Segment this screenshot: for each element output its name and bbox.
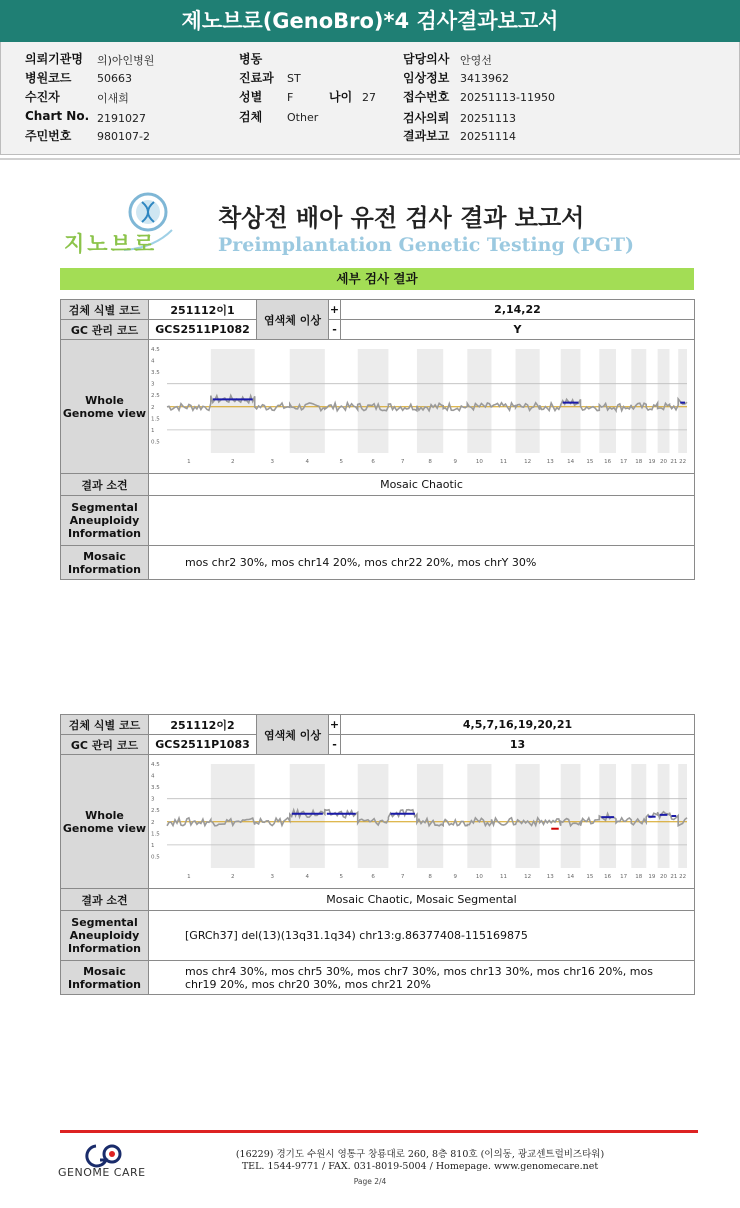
chromosome-band xyxy=(561,764,581,868)
y-tick-label: 3 xyxy=(151,796,155,803)
whole-genome-label: Whole Genome view xyxy=(61,755,149,889)
gain-chromosomes: 4,5,7,16,19,20,21 xyxy=(341,715,695,735)
y-tick-label: 2 xyxy=(151,819,155,826)
x-tick-label-chr18: 18 xyxy=(635,458,643,465)
x-tick-label-chr20: 20 xyxy=(660,458,668,465)
y-tick-label: 1.5 xyxy=(151,830,160,837)
chromosome-band xyxy=(211,764,255,868)
field-label: Chart No. xyxy=(25,109,90,123)
report-title-english: Preimplantation Genetic Testing (PGT) xyxy=(218,234,634,256)
x-tick-label-chr11: 11 xyxy=(500,458,508,465)
chromosome-band xyxy=(290,349,325,453)
x-tick-label-chr6: 6 xyxy=(371,458,375,465)
sample-id-label: 검체 식별 코드 xyxy=(61,300,149,320)
chromosome-band xyxy=(599,349,616,453)
x-tick-label-chr22: 22 xyxy=(679,873,687,880)
chromosome-band xyxy=(358,349,389,453)
chromosome-band xyxy=(417,764,443,868)
chromosome-abnormality-label: 염색체 이상 xyxy=(257,300,329,340)
gc-code-value: GCS2511P1083 xyxy=(149,735,257,755)
x-tick-label-chr1: 1 xyxy=(187,458,191,465)
x-tick-label-chr10: 10 xyxy=(475,458,483,465)
y-tick-label: 3.5 xyxy=(151,784,160,791)
segmental-label: Segmental Aneuploidy Information xyxy=(61,496,149,546)
x-tick-label-chr16: 16 xyxy=(604,458,612,465)
field-label: 결과보고 xyxy=(403,129,450,143)
mosaic-label: Mosaic Information xyxy=(61,961,149,995)
field-value-receipt-no: 20251113-11950 xyxy=(460,91,555,104)
chromosome-band xyxy=(467,764,491,868)
x-tick-label-chr21: 21 xyxy=(670,458,678,465)
mosaic-value: mos chr4 30%, mos chr5 30%, mos chr7 30%, mos chr13 30%, mos chr16 20%, mos chr19 20%, mos chr20 30%, mos chr21 20% xyxy=(149,961,695,995)
segmental-value xyxy=(149,496,695,546)
y-tick-label: 2.5 xyxy=(151,807,160,814)
chromosome-band xyxy=(358,764,389,868)
x-tick-label-chr12: 12 xyxy=(524,458,532,465)
x-tick-label-chr10: 10 xyxy=(475,873,483,880)
patient-field xyxy=(25,50,83,67)
loss-sign: - xyxy=(329,735,341,755)
field-value-doctor: 안영선 xyxy=(460,54,492,67)
result-label: 결과 소견 xyxy=(61,474,149,496)
chromosome-abnormality-label: 염색체 이상 xyxy=(257,715,329,755)
field-label: 검사의뢰 xyxy=(403,111,450,125)
x-tick-label-chr2: 2 xyxy=(231,873,235,880)
field-value-specimen: Other xyxy=(287,111,319,124)
result-value: Mosaic Chaotic xyxy=(149,474,695,496)
divider xyxy=(0,158,740,160)
x-tick-label-chr8: 8 xyxy=(428,873,432,880)
x-tick-label-chr13: 13 xyxy=(546,873,554,880)
x-tick-label-chr15: 15 xyxy=(586,873,594,880)
field-label: 나이 xyxy=(329,90,353,104)
y-tick-label: 1.5 xyxy=(151,415,160,422)
field-label: 의뢰기관명 xyxy=(25,52,83,66)
field-value-resident-no: 980107-2 xyxy=(97,130,150,143)
x-tick-label-chr4: 4 xyxy=(305,873,310,880)
sample-id-value: 251112이1 xyxy=(149,300,257,320)
field-label: 병원코드 xyxy=(25,71,72,85)
field-value-clinical-info: 3413962 xyxy=(460,72,509,85)
x-tick-label-chr17: 17 xyxy=(620,873,628,880)
segmental-value: [GRCh37] del(13)(13q31.1q34) chr13:g.86377408-115169875 xyxy=(149,911,695,961)
result-label: 결과 소견 xyxy=(61,889,149,911)
gc-code-value: GCS2511P1082 xyxy=(149,320,257,340)
x-tick-label-chr9: 9 xyxy=(453,458,458,465)
x-tick-label-chr4: 4 xyxy=(305,458,310,465)
chromosome-band xyxy=(631,349,646,453)
field-label: 성별 xyxy=(239,90,263,104)
y-tick-label: 3.5 xyxy=(151,369,160,376)
chromosome-band xyxy=(658,349,670,453)
x-tick-label-chr9: 9 xyxy=(453,873,458,880)
field-value-report-date: 20251114 xyxy=(460,130,516,143)
y-tick-label: 4.5 xyxy=(151,346,160,353)
y-tick-label: 4 xyxy=(151,773,155,780)
chromosome-band xyxy=(516,764,540,868)
field-label: 병동 xyxy=(239,52,263,66)
chromosome-band xyxy=(467,349,491,453)
field-value-sex: F xyxy=(287,91,294,104)
field-value-request-date: 20251113 xyxy=(460,112,516,125)
page-number: Page 2/4 xyxy=(353,1177,387,1186)
segmental-label: Segmental Aneuploidy Information xyxy=(61,911,149,961)
x-tick-label-chr15: 15 xyxy=(586,458,594,465)
field-label: 접수번호 xyxy=(403,90,450,104)
report-header-title: 제노브로(GenoBro)*4 검사결과보고서 xyxy=(0,0,740,42)
result-value: Mosaic Chaotic, Mosaic Segmental xyxy=(149,889,695,911)
mosaic-label: Mosaic Information xyxy=(61,546,149,580)
y-tick-label: 2 xyxy=(151,404,155,411)
y-tick-label: 3 xyxy=(151,381,155,388)
sample-id-label: 검체 식별 코드 xyxy=(61,715,149,735)
whole-genome-chart-1 xyxy=(149,341,694,473)
x-tick-label-chr2: 2 xyxy=(231,458,235,465)
field-label: 담당의사 xyxy=(403,52,450,66)
chromosome-band xyxy=(678,764,687,868)
x-tick-label-chr17: 17 xyxy=(620,458,628,465)
gc-code-label: GC 관리 코드 xyxy=(61,735,149,755)
field-value-age: 27 xyxy=(362,91,376,104)
y-tick-label: 4.5 xyxy=(151,761,160,768)
chromosome-band xyxy=(516,349,540,453)
y-tick-label: 0.5 xyxy=(151,853,160,860)
loss-chromosomes: 13 xyxy=(341,735,695,755)
y-tick-label: 1 xyxy=(151,842,155,849)
gain-sign: + xyxy=(329,715,341,735)
y-tick-label: 0.5 xyxy=(151,438,160,445)
loss-sign: - xyxy=(329,320,341,340)
field-label: 주민번호 xyxy=(25,129,72,143)
section-title: 세부 검사 결과 xyxy=(60,268,694,290)
y-tick-label: 2.5 xyxy=(151,392,160,399)
x-tick-label-chr22: 22 xyxy=(679,458,687,465)
x-tick-label-chr19: 19 xyxy=(648,873,656,880)
x-tick-label-chr20: 20 xyxy=(660,873,668,880)
x-tick-label-chr3: 3 xyxy=(270,458,274,465)
field-value-hospital: 의)아인병원 xyxy=(97,54,155,67)
report-title-korean: 착상전 배아 유전 검사 결과 보고서 xyxy=(218,204,585,232)
field-value-patient: 이새희 xyxy=(97,92,129,105)
field-label: 임상정보 xyxy=(403,71,450,85)
whole-genome-chart-cell xyxy=(149,340,695,474)
x-tick-label-chr6: 6 xyxy=(371,873,375,880)
x-tick-label-chr5: 5 xyxy=(339,873,344,880)
gain-sign: + xyxy=(329,300,341,320)
sample-result-table-2 xyxy=(60,714,695,995)
sample-result-table-1 xyxy=(60,299,695,580)
field-label: 수진자 xyxy=(25,90,60,104)
x-tick-label-chr14: 14 xyxy=(567,458,575,465)
whole-genome-chart-cell xyxy=(149,755,695,889)
x-tick-label-chr3: 3 xyxy=(270,873,274,880)
genobro-logo-text: 지노브로 xyxy=(64,232,158,256)
field-label: 검체 xyxy=(239,110,263,124)
x-tick-label-chr7: 7 xyxy=(400,458,405,465)
x-tick-label-chr5: 5 xyxy=(339,458,344,465)
x-tick-label-chr8: 8 xyxy=(428,458,432,465)
patient-info-panel xyxy=(0,42,740,155)
x-tick-label-chr14: 14 xyxy=(567,873,575,880)
footer-address: (16229) 경기도 수원시 영통구 창룡대로 260, 8층 810호 (이의동, 광교센트럴비즈타워) xyxy=(235,1149,605,1160)
footer-contact: TEL. 1544-9771 / FAX. 031-8019-5004 / Homepage. www.genomecare.net xyxy=(241,1161,599,1172)
sample-id-value: 251112이2 xyxy=(149,715,257,735)
whole-genome-chart-2 xyxy=(149,756,694,888)
x-tick-label-chr21: 21 xyxy=(670,873,678,880)
x-tick-label-chr12: 12 xyxy=(524,873,532,880)
loss-chromosomes: Y xyxy=(341,320,695,340)
gc-code-label: GC 관리 코드 xyxy=(61,320,149,340)
x-tick-label-chr7: 7 xyxy=(400,873,405,880)
x-tick-label-chr18: 18 xyxy=(635,873,643,880)
chromosome-band xyxy=(417,349,443,453)
x-tick-label-chr19: 19 xyxy=(648,458,656,465)
x-tick-label-chr11: 11 xyxy=(500,873,508,880)
field-value-department: ST xyxy=(287,72,301,85)
x-tick-label-chr13: 13 xyxy=(546,458,554,465)
chromosome-band xyxy=(631,764,646,868)
x-tick-label-chr1: 1 xyxy=(187,873,191,880)
gain-chromosomes: 2,14,22 xyxy=(341,300,695,320)
field-value-chart-no: 2191027 xyxy=(97,112,146,125)
footer-divider xyxy=(60,1130,698,1133)
mosaic-value: mos chr2 30%, mos chr14 20%, mos chr22 20%, mos chrY 30% xyxy=(149,546,695,580)
field-label: 진료과 xyxy=(239,71,274,85)
genome-care-name: GENOME CARE xyxy=(58,1166,146,1179)
whole-genome-label: Whole Genome view xyxy=(61,340,149,474)
y-tick-label: 4 xyxy=(151,358,155,365)
x-tick-label-chr16: 16 xyxy=(604,873,612,880)
y-tick-label: 1 xyxy=(151,427,155,434)
field-value-hospital-code: 50663 xyxy=(97,72,132,85)
